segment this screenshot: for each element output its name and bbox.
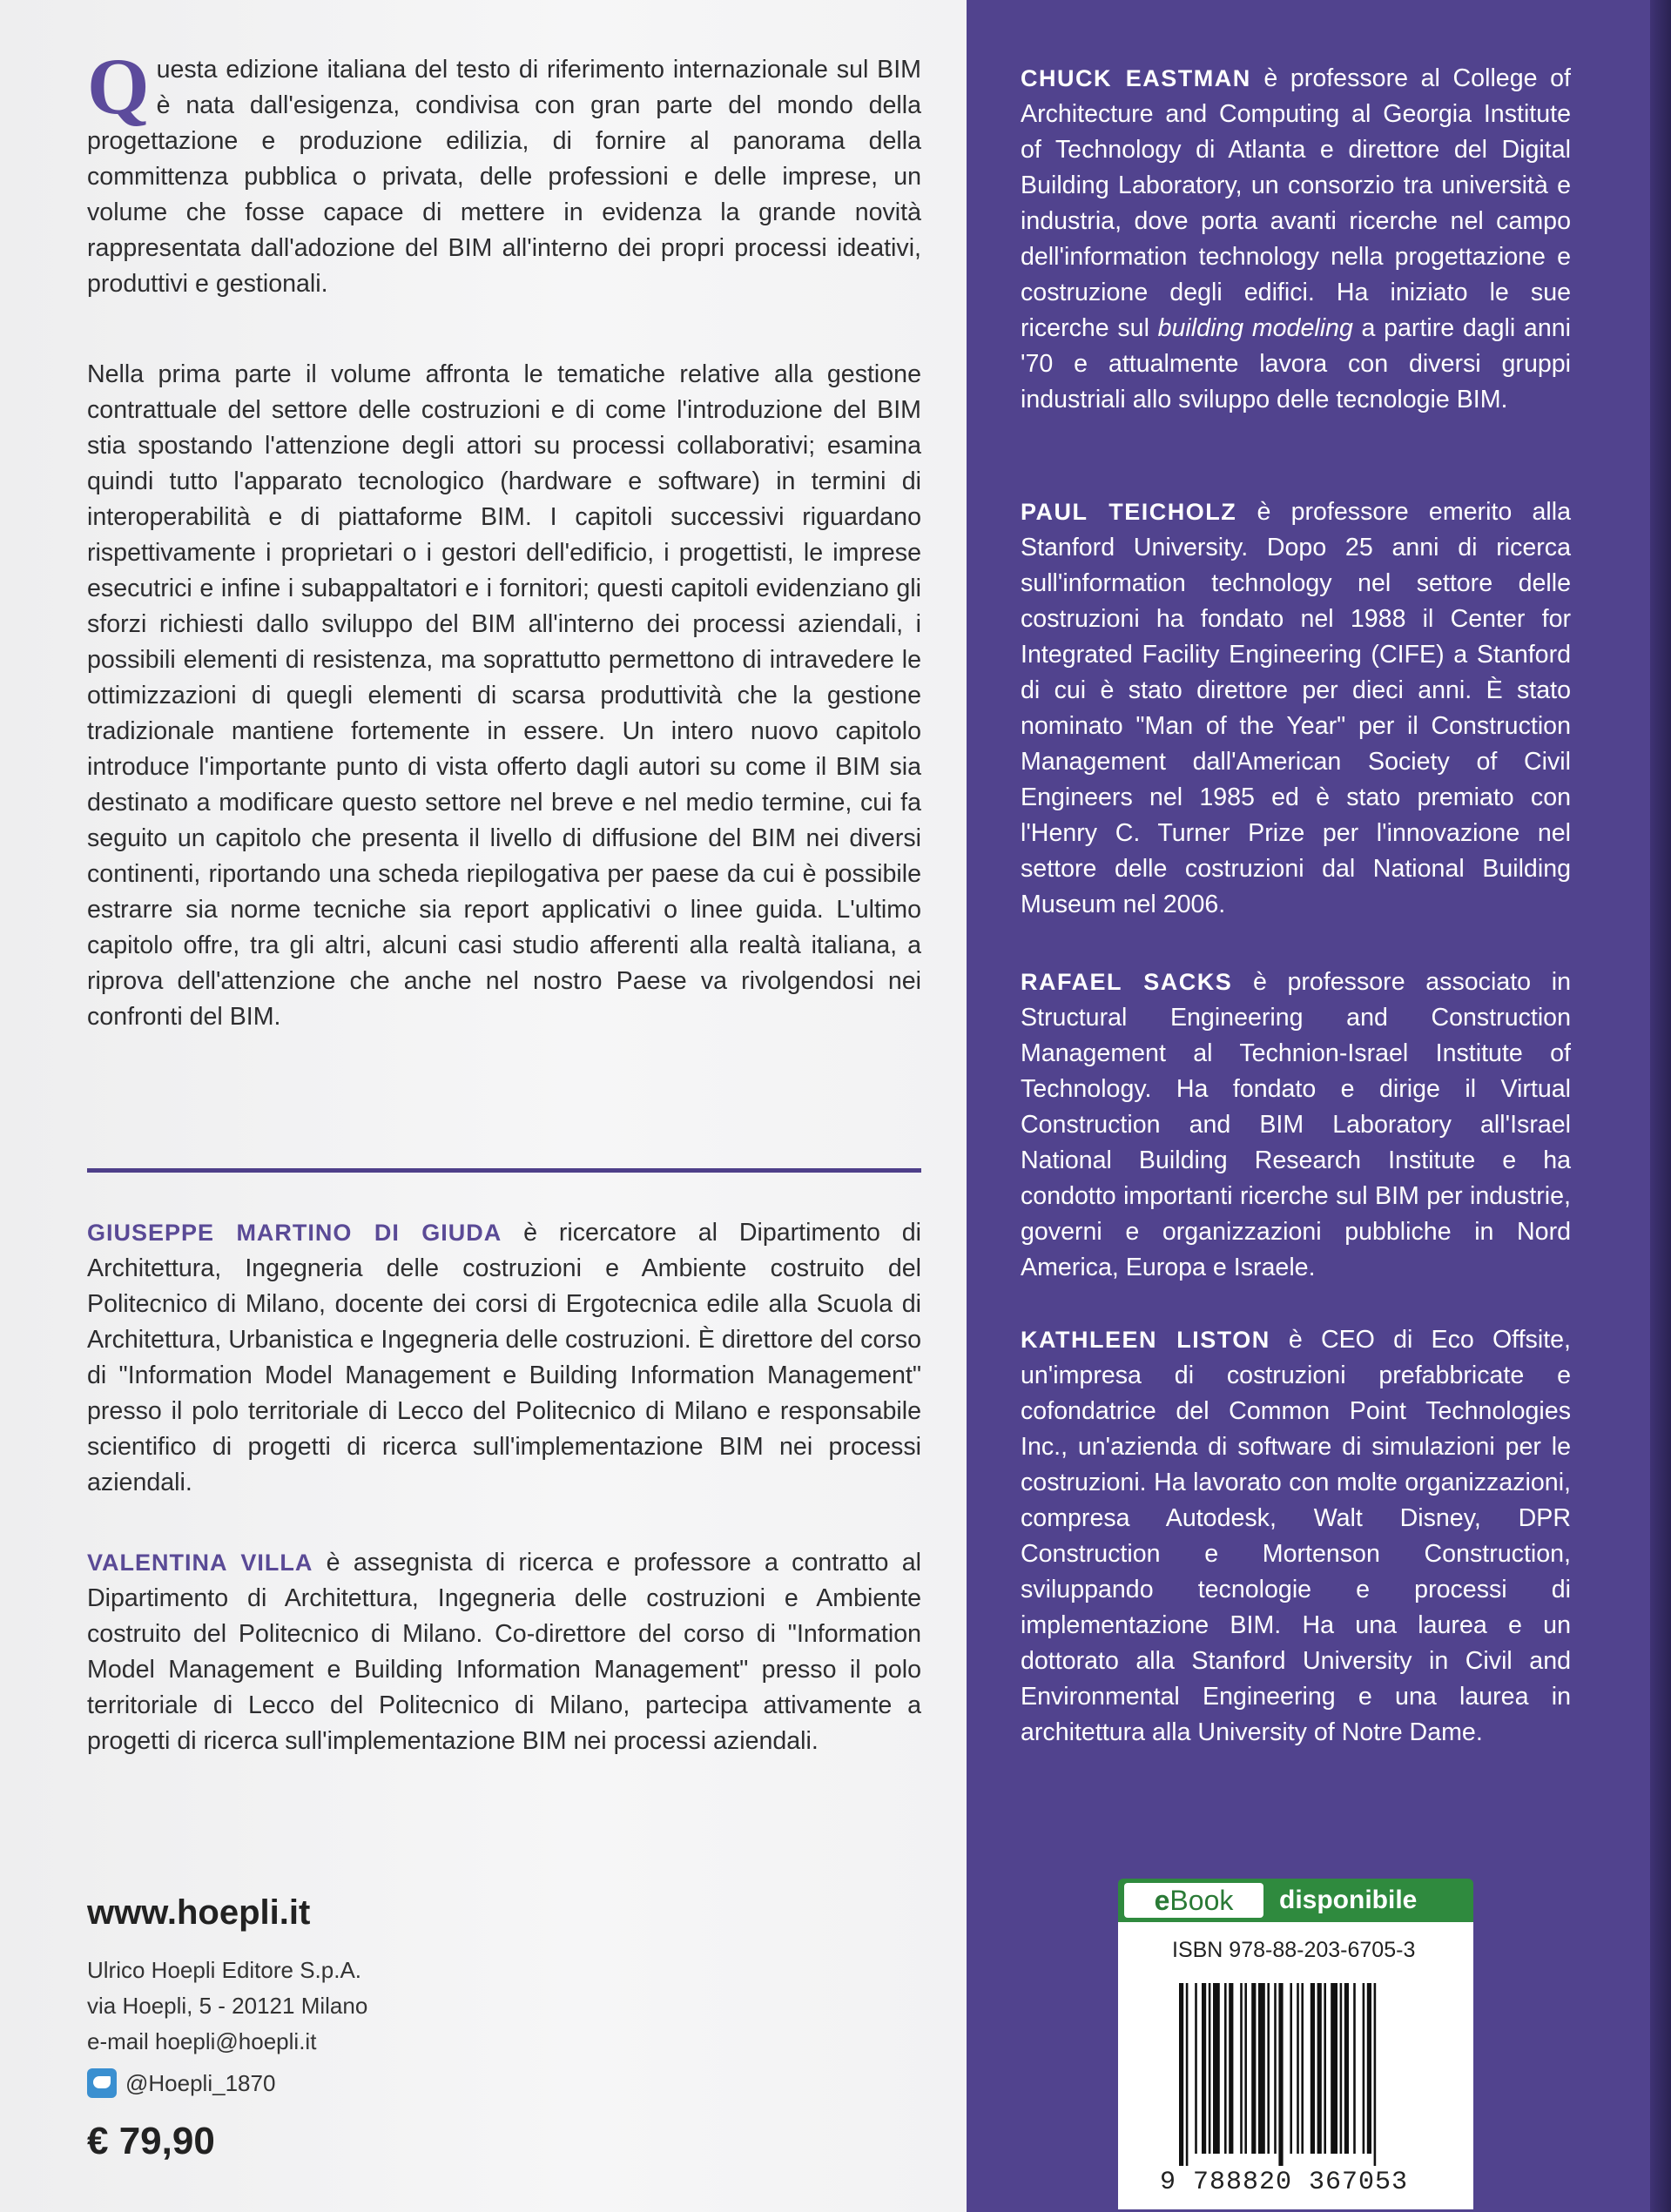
twitter-icon [87, 2068, 117, 2098]
intro-paragraph [87, 42, 921, 313]
bio-villa [87, 1545, 921, 1759]
author-name: GIUSEPPE MARTINO DI GIUDA [87, 1220, 502, 1246]
twitter-handle-row[interactable] [87, 2068, 275, 2098]
divider-rule [87, 1168, 921, 1173]
publisher-website[interactable]: www.hoepli.it [87, 1893, 311, 1932]
bio-liston [1021, 1322, 1571, 1751]
dropcap: Q [87, 42, 150, 131]
author-bio: è assegnista di ricerca e professore a contratto al Dipartimento di Architettura, Ingegneria delle costruzioni e Ambiente costruito del Politecnico di Milano. Co-direttore del corso di "Information Model Management e Building Information Management" presso il polo territoriale di Lecco del Politecnico di Milano, partecipa attivamente a progetti di ricerca sull'implementazione BIM nei processi aziendali. [87, 1549, 921, 1755]
intro-text: uesta edizione italiana del testo di riferimento internazionale sul BIM è nata dall'esigenza, condivisa con gran parte del mondo della progettazione e produzione edilizia, di fornire al panorama della committenza pubblica o privata, delle professioni e delle imprese, un volume che fosse capace di mettere in evidenza la grande novità rappresentata dall'adozione del BIM all'interno dei propri processi ideativi, produttivi e gestionali. [87, 56, 921, 298]
author-bio: è professore associato in Structural Engineering and Construction Management al Technion-Israel Institute of Technology. Ha fondato e dirige il Virtual Construction and BIM Laboratory all'Israel National Building Research Institute e ha condotto importanti ricerche sul BIM per industrie, governi e organizzazioni pubbliche in Nord America, Europa e Israele. [1021, 968, 1572, 1281]
author-name: PAUL TEICHOLZ [1021, 499, 1237, 525]
author-bio: è professore al College of Architecture and Computing al Georgia Institute of Technology di Atlanta e direttore del Digital Building Laboratory, un consorzio tra università e industria, dove porta avanti ricerche nel campo dell'information technology nella progettazione e costruzione degli edifici. Ha iniziato le sue ricerche sul [1021, 64, 1571, 342]
body-paragraph: Nella prima parte il volume affronta le tematiche relative alla gestione contrattuale del settore delle costruzioni e di come l'introduzione del BIM stia spostando l'attenzione degli attori su processi collaborativi; esamina quindi tutto l'apparato tecnologico (hardware e software) in termini di interoperabilità e di piattaforme BIM. I capitoli successivi riguardano rispettivamente i proprietari o i gestori dell'edificio, i progettisti, le imprese esecutrici e infine i subappaltatori e i fornitori; questi capitoli evidenziano gli sforzi richiesti dallo sviluppo del BIM all'interno dei processi aziendali, i possibili elementi di resistenza, ma soprattutto permettono di intravedere le ottimizzazioni di quegli elementi di scarsa produttività che la gestione tradizionale mantiene fortemente in essere. Un intero nuovo capitolo introduce l'importante punto di vista offerto dagli autori su come il BIM sia destinato a modificare questo settore nel breve e nel medio termine, cui fa seguito un capitolo che presenta il livello di diffusione del BIM nei diversi continenti, riportando una scheda riepilogativa per paese da cui è possibile estrarre sia norme tecniche sia report applicativi o linee guida. L'ultimo capitolo offre, tra gli altri, alcuni casi studio afferenti alla realtà italiana, a riprova dell'attenzione che anche nel nostro Paese va rivolgendosi nei confronti del BIM. [87, 360, 921, 1031]
bio-eastman [1021, 61, 1571, 418]
publisher-name: Ulrico Hoepli Editore S.p.A. [87, 1957, 362, 1983]
author-name: CHUCK EASTMAN [1021, 65, 1251, 91]
author-bio-italic: building modeling [1157, 314, 1353, 342]
publisher-email[interactable]: e-mail hoepli@hoepli.it [87, 2028, 317, 2054]
author-bio: è ricercatore al Dipartimento di Architettura, Ingegneria delle costruzioni e Ambiente costruito del Politecnico di Milano, docente dei corsi di Ergotecnica edile alla Scuola di Architettura, Urbanistica e Ingegneria delle costruzioni. È direttore del corso di "Information Model Management e Building Information Management" presso il polo territoriale di Lecco del Politecnico di Milano e responsabile scientifico di progetti di ricerca sull'implementazione BIM nei processi aziendali. [87, 1219, 922, 1496]
ebook-label: e Book [1124, 1883, 1263, 1918]
barcode-digits: 9 788820 367053 [1160, 2168, 1409, 2197]
isbn-number: ISBN 978-88-203-6705-3 [1172, 1938, 1416, 1962]
bio-di-giuda [87, 1215, 921, 1501]
author-bio: è CEO di Eco Offsite, un'impresa di costruzioni prefabbricate e cofondatrice del Common Point Technologies Inc., un'azienda di software di simulazioni per le costruzioni. Ha lavorato con molte organizzazioni, compresa Autodesk, Walt Disney, DPR Construction e Mortenson Construction, sviluppando tecnologie e processi di implementazione BIM. Ha una laurea e un dottorato alla Stanford University in Civil and Environmental Engineering e una laurea in architettura alla University of Notre Dame. [1021, 1326, 1571, 1746]
twitter-handle: @Hoepli_1870 [125, 2069, 276, 2096]
author-name: RAFAEL SACKS [1021, 969, 1233, 995]
ebook-badge[interactable] [1118, 1879, 1473, 1922]
bio-sacks [1021, 965, 1571, 1286]
ebook-available: disponibile [1279, 1886, 1418, 1914]
isbn-card [1118, 1922, 1473, 2209]
publisher-address: via Hoepli, 5 - 20121 Milano [87, 1993, 368, 2019]
book-spine-edge [1650, 0, 1671, 2212]
author-bio: è professore emerito alla Stanford University. Dopo 25 anni di ricerca sull'information technology nel settore delle costruzioni ha fondato nel 1988 il Center for Integrated Facility Engineering (CIFE) a Stanford di cui è stato direttore per dieci anni. È stato nominato "Man of the Year" per il Construction Management dall'American Society of Civil Engineers nel 1985 ed è stato premiato con l'Henry C. Turner Prize per l'innovazione nel settore delle costruzioni dal National Building Museum nel 2006. [1021, 498, 1571, 918]
author-name: VALENTINA VILLA [87, 1550, 313, 1576]
price: € 79,90 [87, 2120, 215, 2162]
bio-teicholz [1021, 494, 1571, 923]
author-bio-cont: a partire dagli anni '70 e attualmente lavora con diversi gruppi industriali allo sviluppo delle tecnologie BIM. [1021, 314, 1571, 413]
barcode-icon [1179, 1983, 1440, 2166]
author-name: KATHLEEN LISTON [1021, 1327, 1270, 1353]
